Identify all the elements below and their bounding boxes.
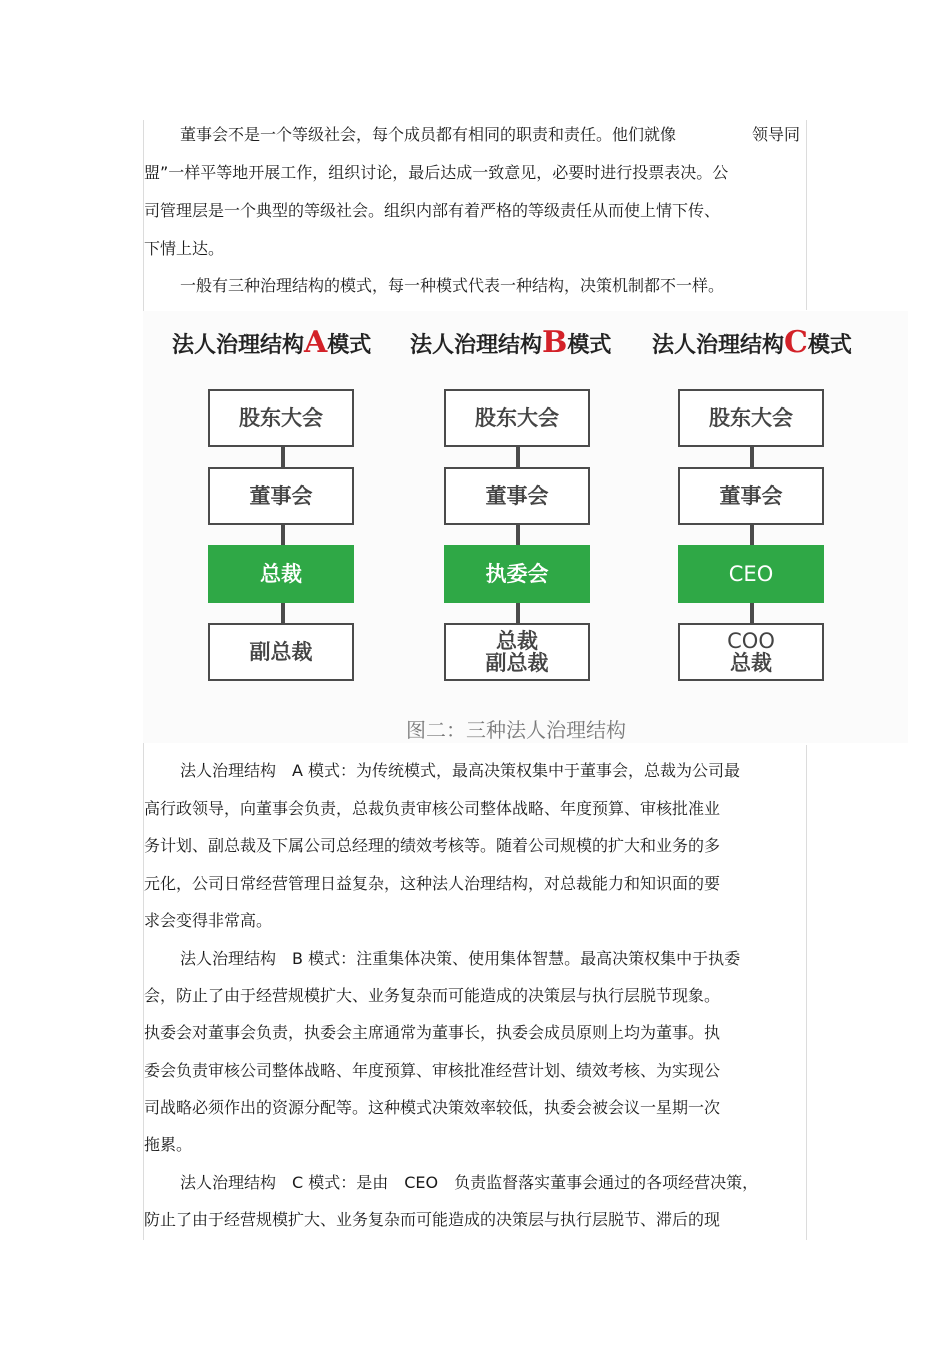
intro-line-1a: 董事会不是一个等级社会，每个成员都有相同的职责和责任。他们就像 [180, 125, 677, 144]
model-c-title: 法人治理结构C模式 [652, 325, 852, 360]
intro-line-4: 下情上达。 [144, 239, 225, 258]
section-a-line-5: 求会变得非常高。 [144, 911, 273, 930]
connector [750, 602, 754, 624]
section-a-line-2: 高行政领导，向董事会负责，总裁负责审核公司整体战略、年度预算、审核批准业 [144, 799, 721, 818]
intro-line-2: 盟”一样平等地开展工作，组织讨论，最后达成一致意见，必要时进行投票表决。公 [144, 163, 729, 182]
intro-line-1b: 领导同 [752, 125, 801, 144]
section-b-line-1: 法人治理结构 B 模式：注重集体决策、使用集体智慧。最高决策权集中于执委 [180, 949, 741, 968]
connector [750, 524, 754, 546]
section-a-line-1: 法人治理结构 A 模式：为传统模式，最高决策权集中于董事会，总裁为公司最 [180, 761, 741, 780]
section-b-line-6: 拖累。 [144, 1135, 193, 1154]
connector [281, 446, 285, 468]
connector [516, 446, 520, 468]
section-b-line-4: 委会负责审核公司整体战略、年度预算、审核批准经营计划、绩效考核、为实现公 [144, 1061, 721, 1080]
section-a-line-3: 务计划、副总裁及下属公司总经理的绩效考核等。随着公司规模的扩大和业务的多 [144, 836, 721, 855]
section-b-line-3: 执委会对董事会负责，执委会主席通常为董事长，执委会成员原则上均为董事。执 [144, 1023, 721, 1042]
box-a-president: 总裁 [208, 545, 354, 603]
box-c-board: 董事会 [678, 467, 824, 525]
box-c-coo-president: COO 总裁 [678, 623, 824, 681]
right-border-lower [806, 745, 807, 1240]
section-b-line-5: 司战略必须作出的资源分配等。这种模式决策效率较低，执委会被会议一星期一次 [144, 1098, 721, 1117]
model-b-title: 法人治理结构B模式 [410, 325, 612, 360]
box-c-ceo: CEO [678, 545, 824, 603]
connector [281, 524, 285, 546]
section-a-line-4: 元化，公司日常经营管理日益复杂，这种法人治理结构，对总裁能力和知识面的要 [144, 874, 721, 893]
box-a-vice-president: 副总裁 [208, 623, 354, 681]
section-c-line-2: 防止了由于经营规模扩大、业务复杂而可能造成的决策层与执行层脱节、滞后的现 [144, 1210, 721, 1229]
box-a-board: 董事会 [208, 467, 354, 525]
connector [750, 446, 754, 468]
connector [516, 524, 520, 546]
box-c-shareholders: 股东大会 [678, 389, 824, 447]
model-a-title: 法人治理结构A模式 [172, 325, 372, 360]
connector [516, 602, 520, 624]
section-b-line-2: 会，防止了由于经营规模扩大、业务复杂而可能造成的决策层与执行层脱节现象。 [144, 986, 721, 1005]
box-b-shareholders: 股东大会 [444, 389, 590, 447]
connector [281, 602, 285, 624]
box-b-executive-committee: 执委会 [444, 545, 590, 603]
box-b-board: 董事会 [444, 467, 590, 525]
section-c-line-1: 法人治理结构 C 模式：是由 CEO 负责监督落实董事会通过的各项经营决策， [180, 1173, 759, 1192]
intro-line-3: 司管理层是一个典型的等级社会。组织内部有着严格的等级责任从而使上情下传、 [144, 201, 721, 220]
box-a-shareholders: 股东大会 [208, 389, 354, 447]
box-b-president-vp: 总裁 副总裁 [444, 623, 590, 681]
intro-line-5: 一般有三种治理结构的模式，每一种模式代表一种结构，决策机制都不一样。 [180, 276, 725, 295]
figure-caption: 图二：三种法人治理结构 [406, 718, 626, 742]
right-border [806, 120, 807, 310]
